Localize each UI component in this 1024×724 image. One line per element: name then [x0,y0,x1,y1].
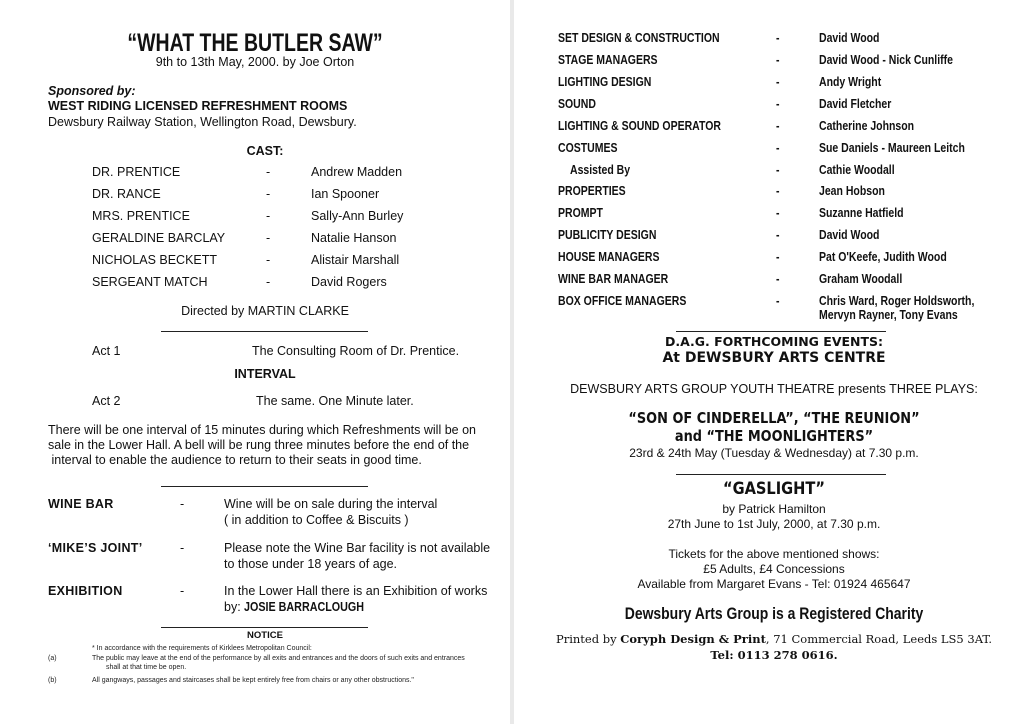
crew-name: Sue Daniels - Maureen Leitch [819,141,965,155]
crew-role: Assisted By [570,163,631,177]
exhibition-artist: JOSIE BARRACLOUGH [244,600,365,614]
cast-dash: - [266,231,271,245]
cast-role: GERALDINE BARCLAY [92,231,226,245]
cast-heading: CAST: [246,144,284,158]
crew-dash: - [776,206,780,220]
interval-note-line: sale in the Lower Hall. A bell will be rung three minutes before the end of the [48,438,470,452]
crew-role: LIGHTING & SOUND OPERATOR [558,119,721,133]
crew-name: Jean Hobson [819,184,885,198]
notice-b-label: (b) [48,677,57,684]
left-page [0,0,510,724]
cast-role: DR. PRENTICE [92,165,181,179]
gaslight-title: “GASLIGHT” [722,479,826,499]
sponsor-name: WEST RIDING LICENSED REFRESHMENT ROOMS [48,99,348,113]
wine-bar-text: ( in addition to Coffee & Biscuits ) [224,513,409,527]
printer-company: Coryph Design & Print [620,632,766,646]
crew-dash: - [776,163,780,177]
cast-dash: - [266,253,271,267]
crew-name: Mervyn Rayner, Tony Evans [819,308,958,322]
forthcoming-heading: D.A.G. FORTHCOMING EVENTS: [664,334,884,349]
info-dash: - [180,497,185,511]
crew-name: David Wood [819,31,880,45]
plays-title-line1: “SON OF CINDERELLA”, “THE REUNION” [628,409,920,427]
printed-by [544,632,1004,646]
crew-role: PUBLICITY DESIGN [558,228,657,242]
crew-name: Pat O'Keefe, Judith Wood [819,250,947,264]
cast-actor: Andrew Madden [311,165,403,179]
cast-dash: - [266,165,271,179]
plays-dates: 23rd & 24th May (Tuesday & Wednesday) at 7.30 p.m. [629,446,919,460]
interval-label: INTERVAL [234,367,296,381]
crew-role: HOUSE MANAGERS [558,250,660,264]
crew-dash: - [776,141,780,155]
mikes-joint-label: ‘MIKE’S JOINT’ [48,541,143,555]
crew-name: Suzanne Hatfield [819,206,904,220]
crew-role: COSTUMES [558,141,618,155]
interval-note-line: interval to enable the audience to return to their seats in good time. [48,453,422,467]
crew-role: PROPERTIES [558,184,626,198]
act2-label: Act 2 [92,394,121,408]
youth-theatre-line: DEWSBURY ARTS GROUP YOUTH THEATRE presents THREE PLAYS: [570,382,978,396]
printer-address: , 71 Commercial Road, Leeds LS5 3AT. [765,632,993,646]
crew-role: LIGHTING DESIGN [558,75,652,89]
crew-dash: - [776,97,780,111]
director-credit: Directed by MARTIN CLARKE [181,304,349,318]
cast-role: SERGEANT MATCH [92,275,208,289]
cast-actor: Ian Spooner [311,187,380,201]
cast-actor: Alistair Marshall [311,253,400,267]
right-page [514,0,1024,724]
crew-dash: - [776,75,780,89]
divider [161,627,368,628]
crew-name: Andy Wright [819,75,882,89]
cast-role: MRS. PRENTICE [92,209,190,223]
sponsor-address: Dewsbury Railway Station, Wellington Road, Dewsbury. [48,115,357,129]
crew-dash: - [776,294,780,308]
act2-description: The same. One Minute later. [256,394,414,408]
crew-dash: - [776,53,780,67]
printer-telephone: Tel: 0113 278 0616. [710,648,838,662]
interval-note-line: There will be one interval of 15 minutes during which Refreshments will be on [48,423,476,437]
gaslight-dates: 27th June to 1st July, 2000, at 7.30 p.m. [667,517,881,531]
crew-role: BOX OFFICE MANAGERS [558,294,687,308]
crew-name: Chris Ward, Roger Holdsworth, [819,294,975,308]
crew-dash: - [776,250,780,264]
crew-dash: - [776,119,780,133]
crew-role: SOUND [558,97,596,111]
plays-title-line2: and “THE MOONLIGHTERS” [674,427,874,445]
venue: At DEWSBURY ARTS CENTRE [662,350,886,366]
wine-bar-text: Wine will be on sale during the interval [224,497,438,511]
crew-name: David Wood [819,228,880,242]
crew-dash: - [776,272,780,286]
crew-dash: - [776,228,780,242]
cast-role: NICHOLAS BECKETT [92,253,218,267]
crew-name: David Wood - Nick Cunliffe [819,53,953,67]
sponsored-label: Sponsored by: [48,84,136,98]
cast-actor: David Rogers [311,275,387,289]
tickets-contact: Available from Margaret Evans - Tel: 01924 465647 [637,577,911,591]
notice-a-text: The public may leave at the end of the performance by all exits and entrances and the doors of such exits and entrances [92,655,465,662]
play-title: “WHAT THE BUTLER SAW” [127,29,383,57]
play-subtitle: 9th to 13th May, 2000. by Joe Orton [155,55,355,69]
crew-dash: - [776,184,780,198]
gaslight-author: by Patrick Hamilton [722,502,826,516]
crew-role: SET DESIGN & CONSTRUCTION [558,31,720,45]
cast-dash: - [266,275,271,289]
divider [676,474,886,475]
crew-name: Graham Woodall [819,272,903,286]
exhibition-artist-line [224,600,384,614]
notice-heading: NOTICE [247,630,283,641]
act1-description: The Consulting Room of Dr. Prentice. [252,344,460,358]
info-dash: - [180,541,185,555]
notice-a-text: shall at that time be open. [106,664,187,671]
crew-name: David Fletcher [819,97,892,111]
crew-dash: - [776,31,780,45]
cast-dash: - [266,187,271,201]
info-dash: - [180,584,185,598]
cast-actor: Natalie Hanson [311,231,397,245]
cast-actor: Sally-Ann Burley [311,209,404,223]
crew-role: WINE BAR MANAGER [558,272,669,286]
exhibition-label: EXHIBITION [48,584,123,598]
mikes-joint-text: to those under 18 years of age. [224,557,398,571]
mikes-joint-text: Please note the Wine Bar facility is not available [224,541,491,555]
divider [161,331,368,332]
crew-role: STAGE MANAGERS [558,53,658,67]
crew-role: PROMPT [558,206,603,220]
cast-role: DR. RANCE [92,187,161,201]
notice-intro: * In accordance with the requirements of Kirklees Metropolitan Council: [92,645,312,652]
exhibition-by: by: [224,600,245,614]
exhibition-text: In the Lower Hall there is an Exhibition of works [224,584,488,598]
wine-bar-label: WINE BAR [48,497,114,511]
crew-name: Catherine Johnson [819,119,915,133]
cast-dash: - [266,209,271,223]
charity-notice: Dewsbury Arts Group is a Registered Charity [624,604,924,623]
notice-a-label: (a) [48,655,57,662]
tickets-line: Tickets for the above mentioned shows: [668,547,880,561]
crew-name: Cathie Woodall [819,163,895,177]
divider [676,331,886,332]
notice-b-text: All gangways, passages and staircases shall be kept entirely free from chairs or any other obstructions." [92,677,414,684]
divider [161,486,368,487]
tickets-prices: £5 Adults, £4 Concessions [703,562,845,576]
act1-label: Act 1 [92,344,121,358]
printed-by-prefix: Printed by [555,632,621,646]
